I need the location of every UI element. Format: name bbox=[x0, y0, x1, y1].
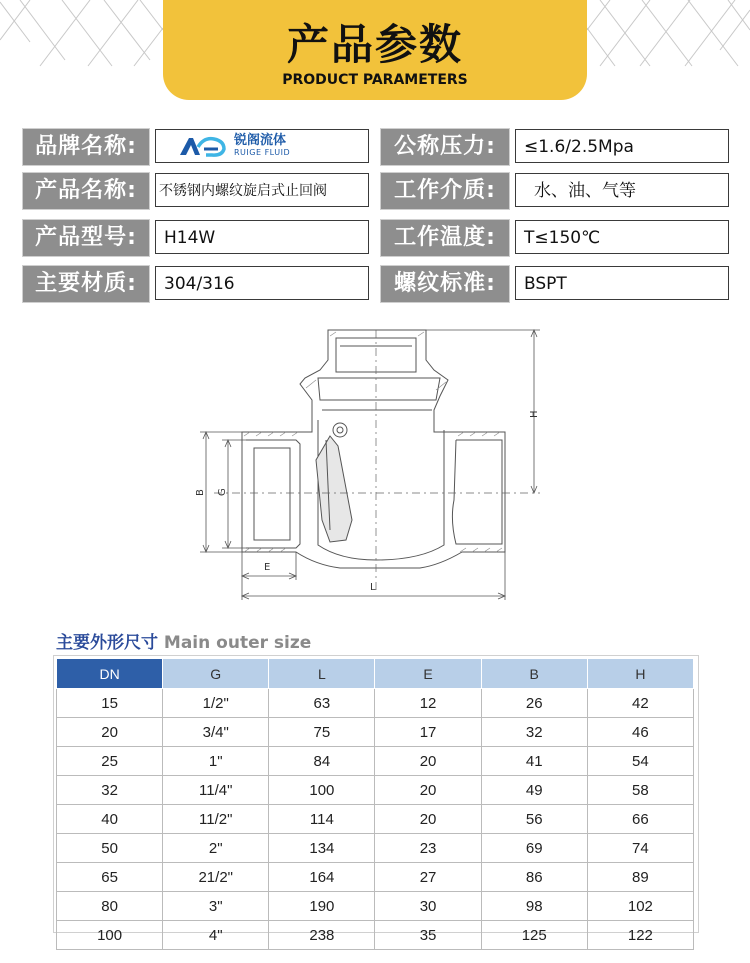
cell-g: 3/4" bbox=[163, 718, 269, 747]
cell-e: 17 bbox=[375, 718, 481, 747]
cell-b: 125 bbox=[481, 921, 587, 950]
cell-l: 75 bbox=[269, 718, 375, 747]
cell-dn: 20 bbox=[57, 718, 163, 747]
param-label-temperature: 工作温度: bbox=[380, 219, 510, 257]
param-label-material: 主要材质: bbox=[22, 265, 150, 303]
param-label-model: 产品型号: bbox=[22, 219, 150, 257]
cell-e: 35 bbox=[375, 921, 481, 950]
cell-l: 164 bbox=[269, 863, 375, 892]
cell-g: 2" bbox=[163, 834, 269, 863]
cell-h: 89 bbox=[587, 863, 693, 892]
cell-e: 23 bbox=[375, 834, 481, 863]
cell-dn: 50 bbox=[57, 834, 163, 863]
cell-b: 86 bbox=[481, 863, 587, 892]
cell-e: 27 bbox=[375, 863, 481, 892]
size-table-title-cn: 主要外形尺寸 bbox=[56, 633, 158, 653]
col-header-h: H bbox=[587, 659, 693, 689]
cell-l: 114 bbox=[269, 805, 375, 834]
cell-dn: 80 bbox=[57, 892, 163, 921]
size-table-header-row bbox=[57, 659, 694, 689]
col-header-l: L bbox=[269, 659, 375, 689]
page-subtitle: PRODUCT PARAMETERS bbox=[282, 72, 468, 88]
page-title: 产品参数 bbox=[286, 20, 463, 69]
cell-b: 56 bbox=[481, 805, 587, 834]
cell-b: 69 bbox=[481, 834, 587, 863]
param-label-medium: 工作介质: bbox=[380, 172, 510, 210]
dim-label-b: B bbox=[195, 489, 206, 496]
cell-h: 122 bbox=[587, 921, 693, 950]
table-row bbox=[57, 718, 694, 747]
cell-g: 21/2" bbox=[163, 863, 269, 892]
dim-label-l: L bbox=[370, 582, 376, 593]
cell-g: 1/2" bbox=[163, 689, 269, 718]
param-label-brand: 品牌名称: bbox=[22, 128, 150, 166]
param-value-product-name: 不锈钢内螺纹旋启式止回阀 bbox=[155, 173, 369, 207]
dim-label-h: H bbox=[529, 410, 540, 418]
cell-e: 20 bbox=[375, 805, 481, 834]
cell-h: 42 bbox=[587, 689, 693, 718]
dim-label-e: E bbox=[264, 562, 271, 573]
cell-dn: 32 bbox=[57, 776, 163, 805]
cell-e: 12 bbox=[375, 689, 481, 718]
cell-h: 74 bbox=[587, 834, 693, 863]
cell-g: 1" bbox=[163, 747, 269, 776]
header-banner bbox=[163, 0, 587, 100]
param-label-pressure: 公称压力: bbox=[380, 128, 510, 166]
cell-e: 30 bbox=[375, 892, 481, 921]
cell-b: 41 bbox=[481, 747, 587, 776]
col-header-e: E bbox=[375, 659, 481, 689]
cell-h: 58 bbox=[587, 776, 693, 805]
cell-h: 102 bbox=[587, 892, 693, 921]
param-value-temperature: T≤150℃ bbox=[515, 220, 729, 254]
cell-h: 46 bbox=[587, 718, 693, 747]
table-row bbox=[57, 921, 694, 950]
cell-dn: 15 bbox=[57, 689, 163, 718]
cell-g: 3" bbox=[163, 892, 269, 921]
cell-b: 32 bbox=[481, 718, 587, 747]
param-value-model: H14W bbox=[155, 220, 369, 254]
cell-h: 66 bbox=[587, 805, 693, 834]
cell-dn: 65 bbox=[57, 863, 163, 892]
param-value-brand bbox=[155, 129, 369, 163]
cell-h: 54 bbox=[587, 747, 693, 776]
cell-b: 98 bbox=[481, 892, 587, 921]
valve-section-drawing bbox=[180, 318, 560, 608]
param-label-product-name: 产品名称: bbox=[22, 172, 150, 210]
table-row bbox=[57, 834, 694, 863]
param-label-thread-standard: 螺纹标准: bbox=[380, 265, 510, 303]
param-value-thread-standard: BSPT bbox=[515, 266, 729, 300]
cell-b: 26 bbox=[481, 689, 587, 718]
col-header-dn: DN bbox=[57, 659, 163, 689]
col-header-b: B bbox=[481, 659, 587, 689]
table-row bbox=[57, 747, 694, 776]
cell-b: 49 bbox=[481, 776, 587, 805]
col-header-g: G bbox=[163, 659, 269, 689]
cell-e: 20 bbox=[375, 747, 481, 776]
table-row bbox=[57, 805, 694, 834]
cell-dn: 40 bbox=[57, 805, 163, 834]
size-table bbox=[56, 658, 694, 950]
param-value-pressure: ≤1.6/2.5Mpa bbox=[515, 129, 729, 163]
cell-l: 84 bbox=[269, 747, 375, 776]
param-value-medium: 水、油、气等 bbox=[515, 173, 729, 207]
param-value-material: 304/316 bbox=[155, 266, 369, 300]
cell-g: 11/4" bbox=[163, 776, 269, 805]
brand-name-en: RUIGE FLUID bbox=[234, 148, 291, 157]
cell-g: 11/2" bbox=[163, 805, 269, 834]
brand-name-cn: 锐阁流体 bbox=[234, 133, 287, 148]
cell-l: 190 bbox=[269, 892, 375, 921]
cell-l: 134 bbox=[269, 834, 375, 863]
table-row bbox=[57, 689, 694, 718]
table-row bbox=[57, 863, 694, 892]
dim-label-g: G bbox=[217, 488, 228, 496]
cell-l: 100 bbox=[269, 776, 375, 805]
brand-logo-icon bbox=[178, 135, 230, 157]
cell-dn: 25 bbox=[57, 747, 163, 776]
cell-g: 4" bbox=[163, 921, 269, 950]
cell-l: 238 bbox=[269, 921, 375, 950]
size-table-title bbox=[56, 628, 311, 653]
cell-l: 63 bbox=[269, 689, 375, 718]
cell-e: 20 bbox=[375, 776, 481, 805]
table-row bbox=[57, 892, 694, 921]
table-row bbox=[57, 776, 694, 805]
size-table-title-en: Main outer size bbox=[163, 633, 312, 653]
cell-dn: 100 bbox=[57, 921, 163, 950]
